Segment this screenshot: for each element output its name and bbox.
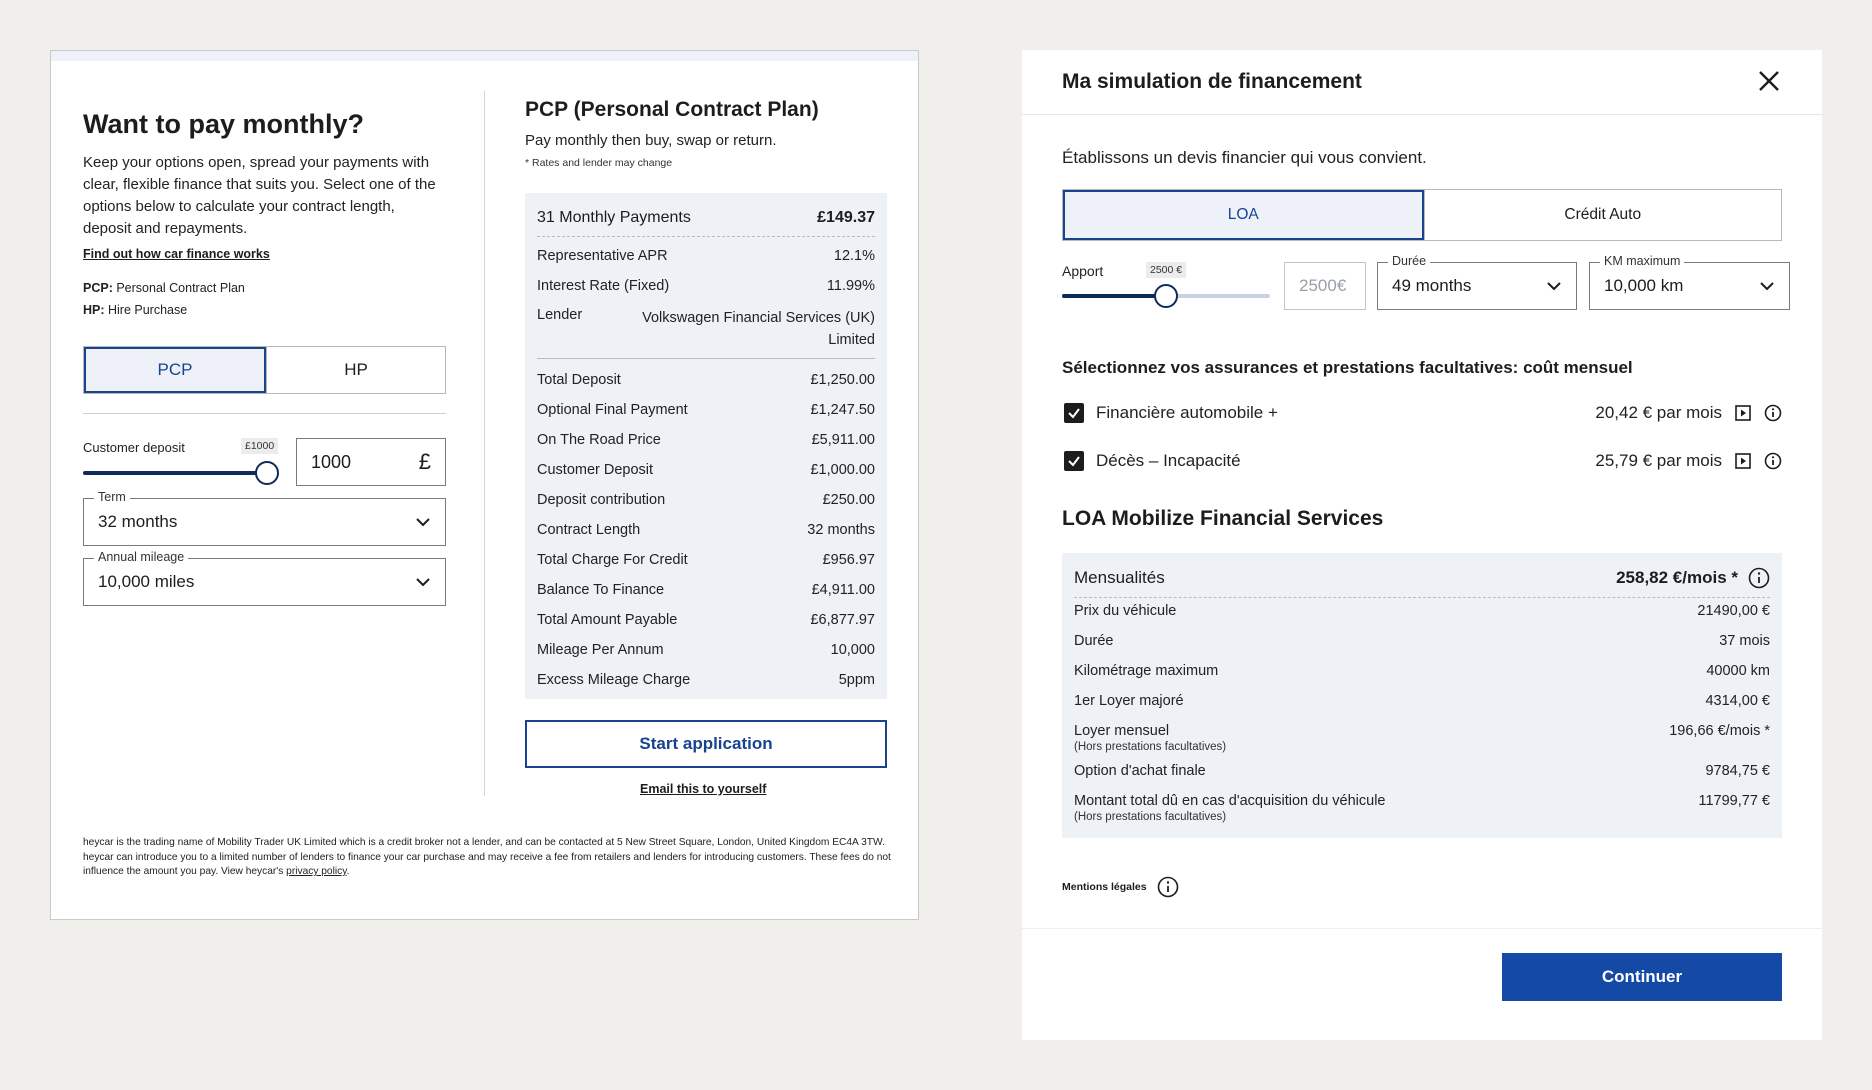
checkbox-checked[interactable] — [1064, 451, 1084, 471]
term-select[interactable] — [83, 490, 446, 546]
deposit-slider-track[interactable] — [83, 471, 271, 475]
insurance-price: 20,42 € par mois — [1595, 403, 1722, 422]
loa-summary — [1062, 553, 1782, 838]
summary-head — [1074, 553, 1770, 598]
info-icon[interactable] — [1748, 567, 1770, 589]
plan-header — [525, 91, 887, 169]
insurance-row — [1062, 400, 1782, 426]
start-application-button[interactable]: Start application — [525, 720, 887, 768]
finance-info-link[interactable]: Find out how car finance works — [83, 247, 270, 261]
deposit-slider-handle[interactable] — [255, 461, 279, 485]
modal-intro: Établissons un devis financier qui vous convient. — [1062, 148, 1427, 167]
modal-title: Ma simulation de financement — [1062, 70, 1362, 93]
summary-row: Optional Final Payment £1,247.50 — [537, 402, 875, 418]
term-value: 32 months — [98, 512, 178, 531]
apport-input[interactable] — [1284, 262, 1366, 310]
disclaimer: heycar is the trading name of Mobility Trader UK Limited which is a credit broker not a lender, and can be contacted at 5 New Street Square, London, United Kingdom EC4A 3TW. heycar can introduce you to a limited number of lenders to finance your car purchase and may receive a fee from retailers and lenders for introducing customers. These fees do not influence the amount you pay. View heycar's privacy policy. — [83, 837, 891, 877]
card-top-bar — [51, 51, 918, 61]
checkbox-checked[interactable] — [1064, 403, 1084, 423]
summary-row: Option d'achat finale 9784,75 € — [1074, 763, 1770, 779]
apport-slider-tooltip: 2500 € — [1146, 262, 1186, 278]
km-value: 10,000 km — [1604, 276, 1684, 295]
chevron-down-icon — [1759, 278, 1775, 294]
abbr-hp: HP: Hire Purchase — [83, 303, 188, 317]
calculator-intro — [83, 91, 445, 321]
mentions-legales[interactable]: Mentions légales — [1062, 876, 1179, 898]
check-icon — [1067, 406, 1081, 420]
divider — [83, 413, 446, 414]
check-icon — [1067, 454, 1081, 468]
column-divider — [484, 91, 485, 796]
summary-head — [537, 193, 875, 237]
summary-row: Durée 37 mois — [1074, 633, 1770, 649]
summary-row: Montant total dû en cas d'acquisition du véhicule (Hors prestations facultatives) 11799,77 € — [1074, 793, 1770, 823]
monthly-payments-label: 31 Monthly Payments — [537, 209, 691, 226]
summary-row-lender: Lender Volkswagen Financial Services (UK) Limited — [537, 307, 875, 348]
apport-placeholder: 2500€ — [1299, 276, 1347, 295]
info-icon[interactable] — [1157, 876, 1179, 898]
duree-value: 49 months — [1392, 276, 1472, 295]
insurance-title: Sélectionnez vos assurances et prestations facultatives: coût mensuel — [1062, 358, 1633, 377]
deposit-slider-tooltip: £1000 — [241, 438, 278, 454]
duree-legend: Durée — [1388, 254, 1430, 268]
insurance-price: 25,79 € par mois — [1595, 451, 1722, 470]
duree-select[interactable] — [1377, 254, 1577, 310]
pcp-calculator-card — [50, 50, 919, 920]
mensualites-value: 258,82 €/mois * — [1616, 568, 1738, 587]
apport-label: Apport — [1062, 263, 1104, 279]
info-icon[interactable] — [1764, 452, 1782, 470]
plan-toggle — [83, 346, 446, 394]
summary-row: Total Charge For Credit £956.97 — [537, 552, 875, 568]
financing-simulation-modal — [1022, 50, 1822, 1040]
abbr-pcp: PCP: Personal Contract Plan — [83, 281, 245, 295]
modal-header — [1022, 50, 1822, 115]
plan-subtitle: Pay monthly then buy, swap or return. — [525, 132, 777, 149]
summary-row: Mileage Per Annum 10,000 — [537, 642, 875, 658]
mileage-legend: Annual mileage — [94, 550, 188, 564]
email-link[interactable]: Email this to yourself — [640, 782, 767, 796]
privacy-policy-link[interactable]: privacy policy — [286, 866, 347, 877]
apport-slider-handle[interactable] — [1154, 284, 1178, 308]
summary-row: Excess Mileage Charge 5ppm — [537, 672, 875, 688]
lender-title: LOA Mobilize Financial Services — [1062, 507, 1384, 530]
hp-option[interactable]: HP — [266, 347, 445, 393]
play-icon[interactable] — [1734, 452, 1752, 470]
term-legend: Term — [94, 490, 130, 504]
mileage-value: 10,000 miles — [98, 572, 195, 591]
summary-row: Loyer mensuel (Hors prestations facultatives) 196,66 €/mois * — [1074, 723, 1770, 753]
abbreviations — [83, 277, 445, 321]
summary-row: Balance To Finance £4,911.00 — [537, 582, 875, 598]
summary-row: Interest Rate (Fixed) 11.99% — [537, 278, 875, 294]
km-legend: KM maximum — [1600, 254, 1684, 268]
plan-note: * Rates and lender may change — [525, 157, 673, 169]
apport-slider-fill — [1062, 294, 1166, 298]
pcp-summary — [525, 193, 887, 699]
deposit-value: 1000 — [311, 451, 352, 472]
deposit-input[interactable] — [296, 438, 446, 486]
mileage-select[interactable] — [83, 550, 446, 606]
deposit-label: Customer deposit — [83, 440, 185, 455]
pound-icon: £ — [418, 449, 431, 474]
summary-row: Customer Deposit £1,000.00 — [537, 462, 875, 478]
summary-row: Prix du véhicule 21490,00 € — [1074, 603, 1770, 619]
chevron-down-icon — [1546, 278, 1562, 294]
summary-row: Deposit contribution £250.00 — [537, 492, 875, 508]
chevron-down-icon — [415, 574, 431, 590]
summary-row: 1er Loyer majoré 4314,00 € — [1074, 693, 1770, 709]
loa-option[interactable]: LOA — [1063, 190, 1424, 240]
finance-type-toggle — [1062, 189, 1782, 241]
credit-auto-option[interactable]: Crédit Auto — [1424, 190, 1782, 240]
insurance-label: Financière automobile + — [1096, 403, 1278, 422]
summary-row: Contract Length 32 months — [537, 522, 875, 538]
km-select[interactable] — [1589, 254, 1790, 310]
summary-row: Total Deposit £1,250.00 — [537, 372, 875, 388]
page-title: Want to pay monthly? — [83, 109, 364, 139]
summary-row: On The Road Price £5,911.00 — [537, 432, 875, 448]
info-icon[interactable] — [1764, 404, 1782, 422]
insurance-label: Décès – Incapacité — [1096, 451, 1241, 470]
insurance-row — [1062, 448, 1782, 474]
monthly-payment-value: £149.37 — [817, 209, 875, 226]
deposit-slider-fill — [83, 471, 267, 475]
mensualites-label: Mensualités — [1074, 568, 1165, 587]
intro-description: Keep your options open, spread your payments with clear, flexible finance that suits you. Select one of the options below to calculate your contract length, deposit and repayments. — [83, 154, 436, 237]
modal-footer — [1022, 928, 1822, 1040]
summary-row: Total Amount Payable £6,877.97 — [537, 612, 875, 628]
continue-button[interactable]: Continuer — [1502, 953, 1782, 1001]
summary-row: Representative APR 12.1% — [537, 248, 875, 264]
summary-row: Kilométrage maximum 40000 km — [1074, 663, 1770, 679]
play-icon[interactable] — [1734, 404, 1752, 422]
chevron-down-icon — [415, 514, 431, 530]
pcp-option[interactable]: PCP — [84, 347, 266, 393]
close-icon[interactable] — [1756, 68, 1782, 94]
plan-title: PCP (Personal Contract Plan) — [525, 98, 819, 121]
